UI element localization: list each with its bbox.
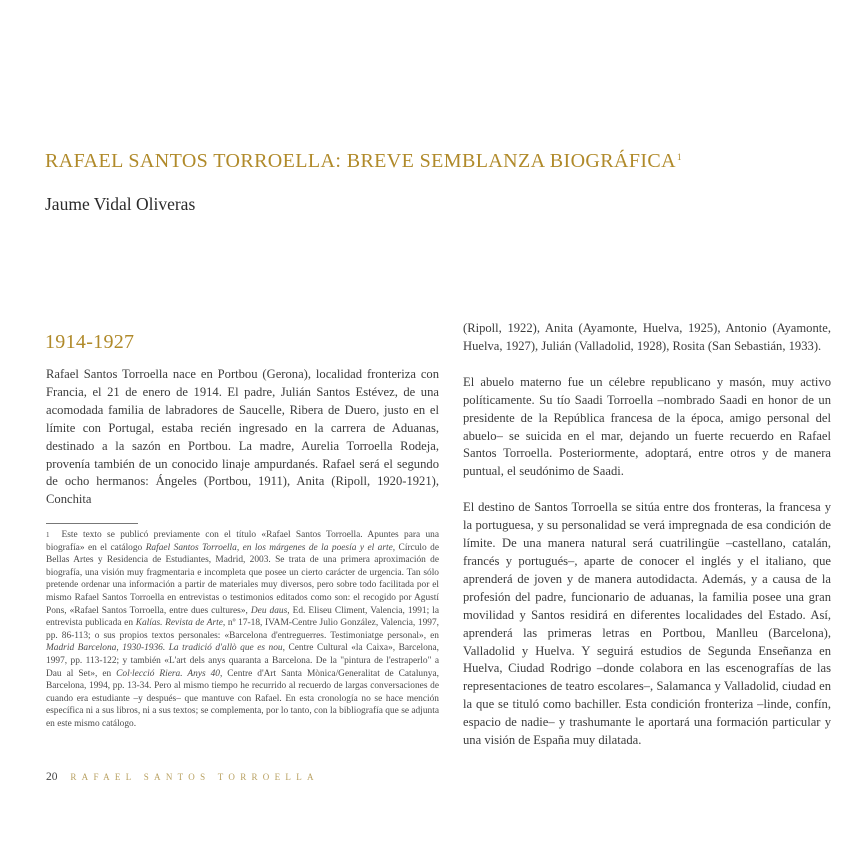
footnote-text: , nº 17-18, IVAM-Centre Julio González, Valencia, 1997, pp. 86-113; o sus propios textos personales: «Barcelona d'entreguerres. Testimoniatge personal», en — [46, 618, 440, 641]
footnote-text: , Centre d'Art Santa Mònica/Generalitat de Catalunya, Barcelona, 1994, pp. 13-34. Pero al mismo tiempo he recurrido al recuerdo de largas conversaciones de cuando era estudiante –y después– que mantuve con Rafael. En esta cronología no se hace mención específica ni a sus libros, ni a sus textos; se complementa, por lo tanto, con la bibliografía que se adjunta en este mismo catálogo. — [46, 668, 439, 729]
footnote-italic: Col·lecció Riera. Anys 40 — [116, 668, 220, 679]
footnote-italic: Rafael Santos Torroella, en los márgenes de la poesía y el arte — [145, 542, 393, 553]
footnote — [46, 529, 439, 731]
running-title: RAFAEL SANTOS TORROELLA — [70, 772, 319, 782]
article-title-text: RAFAEL SANTOS TORROELLA: BREVE SEMBLANZA BIOGRÁFICA — [45, 150, 677, 172]
author-name: Jaume Vidal Oliveras — [45, 194, 196, 214]
page-footer — [46, 771, 319, 783]
footnote-rule — [46, 523, 138, 524]
footnote-italic: Deu daus — [250, 605, 288, 616]
paragraph: El destino de Santos Torroella se sitúa entre dos fronteras, la francesa y la portuguesa, y su personalidad se verá impregnada de esa condición de límite. De una manera natural será cuatrilingüe –castellano, catalán, francés y portugués–, aparte de conocer el inglés y el italiano, que aprenderá de joven y de manera autodidacta. Además, y a causa de la profesión del padre, funcionario de aduanas, la familia posee una gran movilidad y Santos residirá en diferentes localidades del Estado. Así, aprenderá las primeras letras en Portbou, Manlleu (Barcelona), Valladolid y Huelva. Y seguirá estudios de Segunda Enseñanza en Huelva, Ciudad Rodrigo –donde colabora en las escenografías de las representaciones de teatro escolares–, Salamanca y Valladolid, ciudad en la que se tituló como bachiller. Esta condición fronteriza –linde, confín, espacio de nadie– y trashumante le aportará una formación particular y una visión de España muy dilatada. — [463, 500, 831, 748]
paragraph: (Ripoll, 1922), Anita (Ayamonte, Huelva, 1925), Antonio (Ayamonte, Huelva, 1927), Julián (Valladolid, 1928), Rosita (San Sebastián, 1933). — [463, 321, 831, 353]
paragraph: El abuelo materno fue un célebre republicano y masón, muy activo políticamente. Su tío Saadi Torroella –nombrado Saadi en honor de un presidente de la República francesa de la época, amigo personal del abuelo– se suicida en el mar, dejando un fuerte recuerdo en Rafael Santos Torroella. Posteriormente, adoptará, entre otros y de manera puntual, el seudónimo de Saadi. — [463, 374, 831, 479]
footnote-italic: Kalías. Revista de Arte — [135, 618, 223, 629]
footnote-text: , Centre Cultural «la Caixa», Barcelona, 1997, pp. 113-122; y también «L'art dels anys quaranta a Barcelona. De la "pintura de l'estraperlo" a Dau al Set», en — [46, 643, 439, 679]
footnote-text: , Círculo de Bellas Artes y Residencia de Estudiantes, Madrid, 2003. Se trata de una primera aproximación de biografía, una visión muy fragmentaria e incompleta que posee un cierto carácter de urgencia. Tan sólo pretende ordenar una información a partir de materiales muy diversos, pero sobre todo facilitada por el mismo Rafael Santos Torroella en entrevistas o testimonios editados como son: el recogido por Agustí Pons, «Rafael Santos Torroella, entre dues cultures», — [46, 542, 439, 616]
paragraph: Rafael Santos Torroella nace en Portbou (Gerona), localidad fronteriza con Francia, el 21 de enero de 1914. El padre, Julián Santos Estévez, de una acomodada familia de labradores de Saucelle, Ribera de Duero, justo en el límite con Portugal, estaba recién ingresado en la carrera de Aduanas, destinado a la sazón en Portbou. La madre, Aurelia Torroella Rodeja, provenía también de un conocido linaje ampurdanés. Rafael será el segundo de ocho hermanos: Ángeles (Portbou, 1911), Anita (Ripoll, 1920-1921), Conchita — [46, 367, 439, 507]
title-footnote-marker: 1 — [677, 152, 682, 162]
article-title — [45, 150, 682, 173]
page-number: 20 — [46, 771, 58, 783]
footnote-italic: Madrid Barcelona, 1930-1936. La tradició d'allò que es nou — [46, 643, 283, 654]
section-heading: 1914-1927 — [45, 331, 135, 353]
footnote-marker: 1 — [46, 531, 50, 539]
right-column — [463, 320, 831, 768]
footnote-text: Este texto se publicó previamente con el título «Rafael Santos Torroella. Apuntes para una biografía» en el catálogo — [46, 530, 439, 553]
left-column — [46, 366, 439, 509]
footnote-text: , Ed. Eliseu Climent, Valencia, 1991; la entrevista publicada en — [46, 605, 440, 629]
